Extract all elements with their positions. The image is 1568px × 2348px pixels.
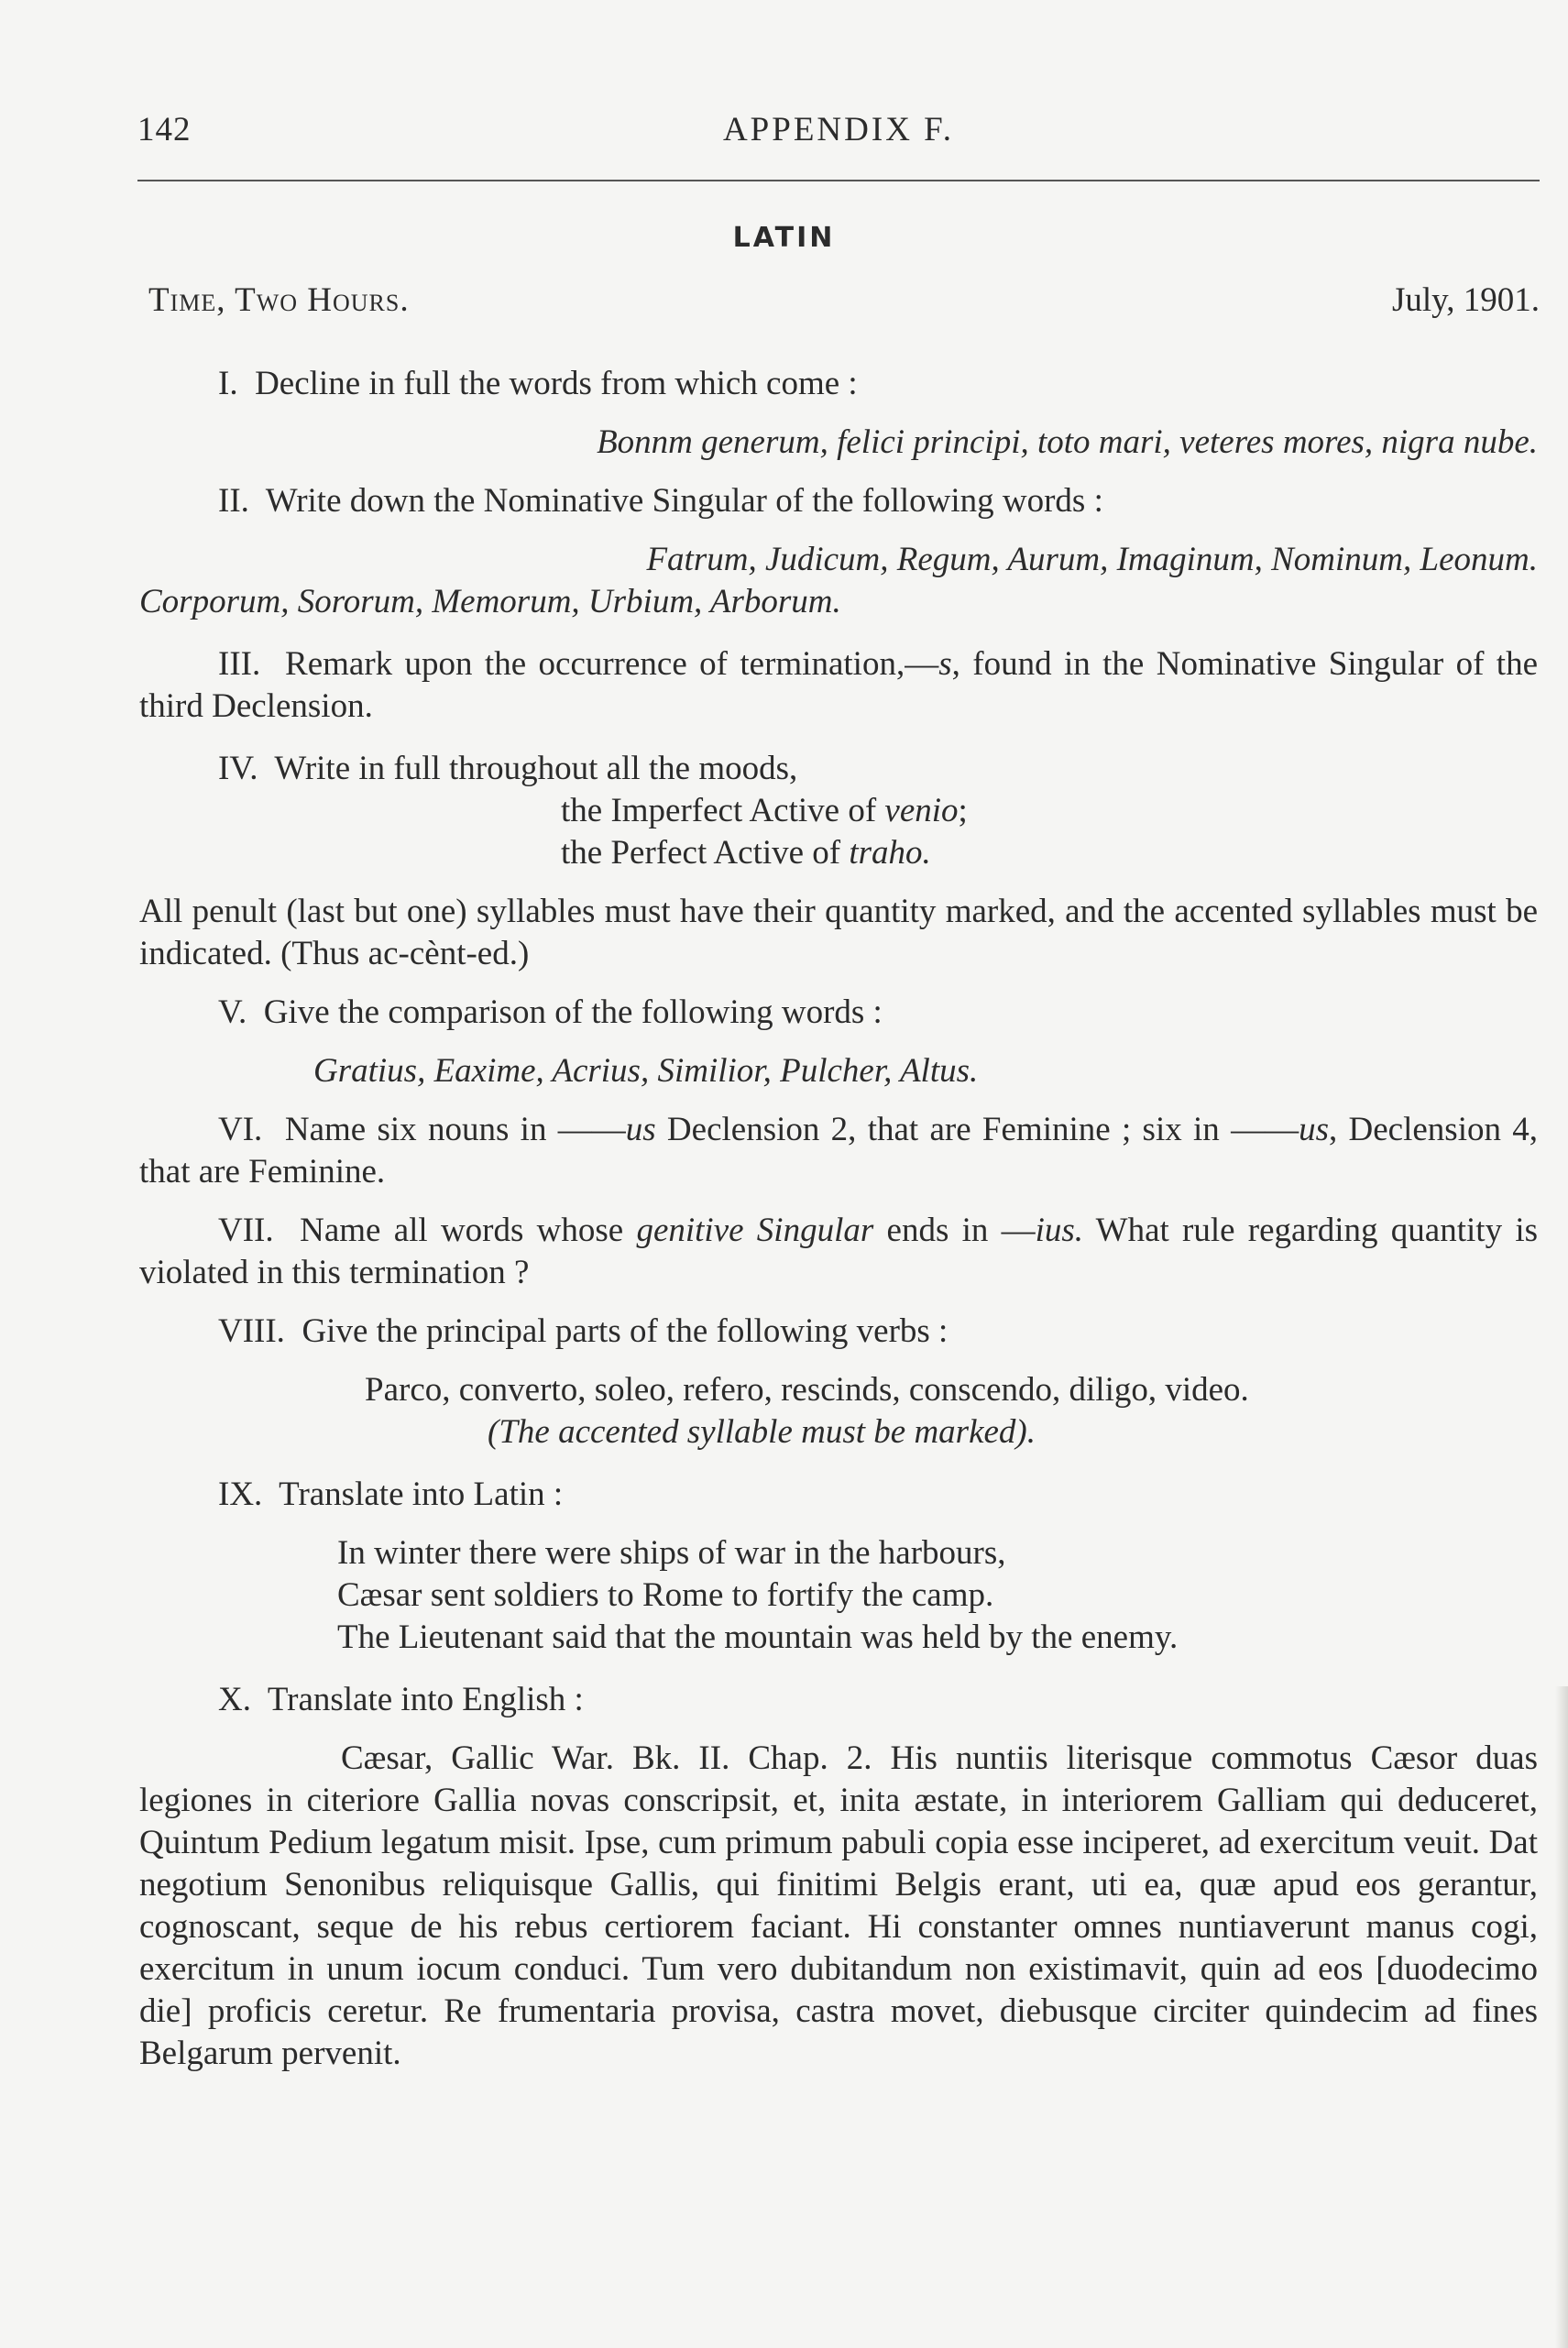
page-number: 142 [137,111,192,148]
question-text: Name all words whose [300,1212,637,1249]
question-number: IX. [218,1476,263,1513]
question-5 [139,992,1538,1034]
translation-line: The Lieutenant said that the mountain was held by the enemy. [337,1618,1179,1656]
verb: venio [884,792,959,829]
question-number: VIII. [218,1312,285,1350]
line-text: the Perfect Active of [561,834,850,872]
question-text: Translate into English : [267,1681,584,1718]
question-number: IV. [218,750,258,787]
ending: us [1299,1111,1329,1148]
emphasis: genitive Singular [636,1212,874,1249]
translation-line: Cæsar sent soldiers to Rome to fortify the camp. [337,1576,994,1614]
question-4-line3 [139,832,1538,874]
line-punct: ; [958,792,968,829]
question-text: Translate into Latin : [279,1476,564,1513]
question-number: II. [218,482,249,520]
question-7 [139,1210,1538,1294]
question-text: Give the comparison of the following words : [263,993,883,1031]
question-text-end: What rule regarding quantity is violated in this termination ? [139,1212,1538,1291]
question-2-words-line2: Corporum, Sororum, Memorum, Urbium, Arborum. [139,583,841,620]
question-text-end: , Declension 4, that are Feminine. [139,1111,1539,1190]
question-5-words: Gratius, Eaxime, Acrius, Similior, Pulcher, Altus. [313,1052,979,1090]
termination: s [938,645,952,683]
question-1 [139,363,1538,405]
ending: ius. [1035,1212,1084,1249]
exam-questions [139,363,1538,2075]
question-text-cont: Declension 2, that are Feminine ; six in —— [655,1111,1299,1148]
question-text: Decline in full the words from which come : [255,365,858,402]
header-rule [137,180,1540,181]
question-6 [139,1109,1538,1193]
question-text: Give the principal parts of the following verbs : [302,1312,948,1350]
translation-line: In winter there were ships of war in the harbours, [337,1534,1006,1572]
question-text: Name six nouns in —— [284,1111,626,1148]
question-10-passage: Cæsar, Gallic War. Bk. II. Chap. 2. His nuntiis literisque commotus Cæsor duas legiones in citeriore Gallia novas conscripsit, et, inita æstate, in interiorem Galliam qui deduceret, Quintum Pedium legatum misit. Ipse, cum primum pabuli copia esse inciperet, ad exercitum veuit. Dat negotium Senonibus reliquisque Gallis, qui finitimi Belgis erant, uti ea, quæ apud eos gerantur, cognoscant, seque de his rebus certiorem faciant. Hi constanter omnes nuntiaverunt manus cogi, exercitum in unum iocum conduci. Tum vero dubitandum non existimavit, quin ad eos [duodecimo die] proficis ceretur. Re frumentaria provisa, castra movet, diebusque circiter quindecim ad fines Belgarum pervenit. [139,1739,1538,2072]
exam-subject: LATIN [732,222,836,254]
question-10 [139,1679,1538,1721]
question-2-words-line1: Fatrum, Judicum, Regum, Aurum, Imaginum, Nominum, Leonum. [646,541,1538,578]
question-9-lines [139,1532,1538,1659]
question-4-line2 [139,790,1538,832]
question-text: Write down the Nominative Singular of the following words : [265,482,1103,520]
ending: us [625,1111,656,1148]
question-8-note: (The accented syllable must be marked). [488,1413,1036,1451]
question-text: Write in full throughout all the moods, [274,750,798,787]
question-8-verbs: Parco, converto, soleo, refero, rescinds, conscendo, diligo, video. [365,1371,1249,1409]
question-number: I. [218,365,238,402]
question-text-cont: , found in the Nominative Singular of the third Declension. [139,645,1539,725]
line-text: the Imperfect Active of [561,792,885,829]
question-3 [139,643,1538,728]
question-text-cont: ends in — [873,1212,1036,1249]
question-number: VII. [218,1212,274,1249]
question-8 [139,1311,1538,1353]
page-edge-shadow [1555,1686,1568,2348]
question-number: VI. [218,1111,263,1148]
exam-meta [137,280,1540,324]
exam-date: July, 1901. [1391,281,1540,319]
running-title: APPENDIX F. [722,111,955,148]
exam-time: Time, Two Hours. [148,281,410,319]
question-4 [139,748,1538,790]
question-text: Remark upon the occurrence of termination,— [285,645,939,683]
question-4-note: All penult (last but one) syllables must have their quantity marked, and the accented syllables must be indicated. (Thus ac-cènt-ed.) [139,893,1538,972]
question-number: III. [218,645,261,683]
question-1-words: Bonnm generum, felici principi, toto mari, veteres mores, nigra nube. [597,423,1538,461]
question-2 [139,480,1538,522]
running-header [137,110,1540,154]
question-9 [139,1474,1538,1516]
question-number: V. [218,993,247,1031]
question-number: X. [218,1681,251,1718]
verb: traho. [849,834,931,872]
